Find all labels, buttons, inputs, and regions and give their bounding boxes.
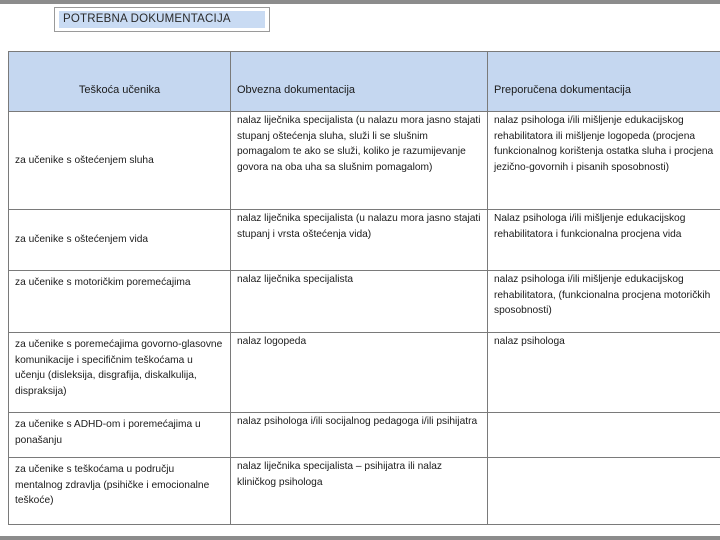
cell-difficulty: za učenike s oštećenjem sluha xyxy=(9,112,231,210)
cell-difficulty: za učenike s ADHD-om i poremećajima u ponašanju xyxy=(9,413,231,458)
cell-mandatory: nalaz liječnika specijalista – psihijatra ili nalaz kliničkog psihologa xyxy=(231,458,488,525)
table-row xyxy=(9,112,720,210)
cell-recommended: Nalaz psihologa i/ili mišljenje edukacijskog rehabilitatora i funkcionalna procjena vida xyxy=(488,210,720,271)
table-header-row xyxy=(9,52,720,112)
table-row xyxy=(9,210,720,271)
documentation-table xyxy=(8,51,720,525)
header-difficulty: Teškoća učenika xyxy=(9,52,231,112)
header-recommended: Preporučena dokumentacija xyxy=(488,52,720,112)
table-row xyxy=(9,271,720,333)
cell-mandatory: nalaz logopeda xyxy=(231,333,488,413)
cell-recommended: nalaz psihologa xyxy=(488,333,720,413)
cell-recommended xyxy=(488,413,720,458)
cell-mandatory: nalaz liječnika specijalista xyxy=(231,271,488,333)
section-title-box xyxy=(54,7,270,32)
top-border-rule xyxy=(0,0,720,4)
cell-difficulty: za učenike s oštećenjem vida xyxy=(9,210,231,271)
cell-recommended xyxy=(488,458,720,525)
cell-recommended: nalaz psihologa i/ili mišljenje edukacijskog rehabilitatora ili mišljenje logopeda (procjena funkcionalnog korištenja ostatka sluha i procjena jezično-govornih i pisanih sposobnosti) xyxy=(488,112,720,210)
table-row xyxy=(9,333,720,413)
table-row xyxy=(9,458,720,525)
cell-mandatory: nalaz psihologa i/ili socijalnog pedagoga i/ili psihijatra xyxy=(231,413,488,458)
cell-difficulty: za učenike s motoričkim poremećajima xyxy=(9,271,231,333)
bottom-border-rule xyxy=(0,536,720,540)
cell-mandatory: nalaz liječnika specijalista (u nalazu mora jasno stajati stupanj i vrsta oštećenja vida) xyxy=(231,210,488,271)
cell-mandatory: nalaz liječnika specijalista (u nalazu mora jasno stajati stupanj oštećenja sluha, služi li se slušnim pomagalom te ako se služi, koliko je razumijevanje govora na oba uha sa slušnim pomagalom) xyxy=(231,112,488,210)
cell-recommended: nalaz psihologa i/ili mišljenje edukacijskog rehabilitatora, (funkcionalna procjena motoričkih sposobnosti) xyxy=(488,271,720,333)
cell-difficulty: za učenike s teškoćama u području mentalnog zdravlja (psihičke i emocionalne teškoće) xyxy=(9,458,231,525)
section-title: POTREBNA DOKUMENTACIJA xyxy=(59,11,265,28)
table-row xyxy=(9,413,720,458)
header-mandatory: Obvezna dokumentacija xyxy=(231,52,488,112)
cell-difficulty: za učenike s poremećajima govorno-glasovne komunikacije i specifičnim teškoćama u učenju (disleksija, disgrafija, diskalkulija, dispraksija) xyxy=(9,333,231,413)
